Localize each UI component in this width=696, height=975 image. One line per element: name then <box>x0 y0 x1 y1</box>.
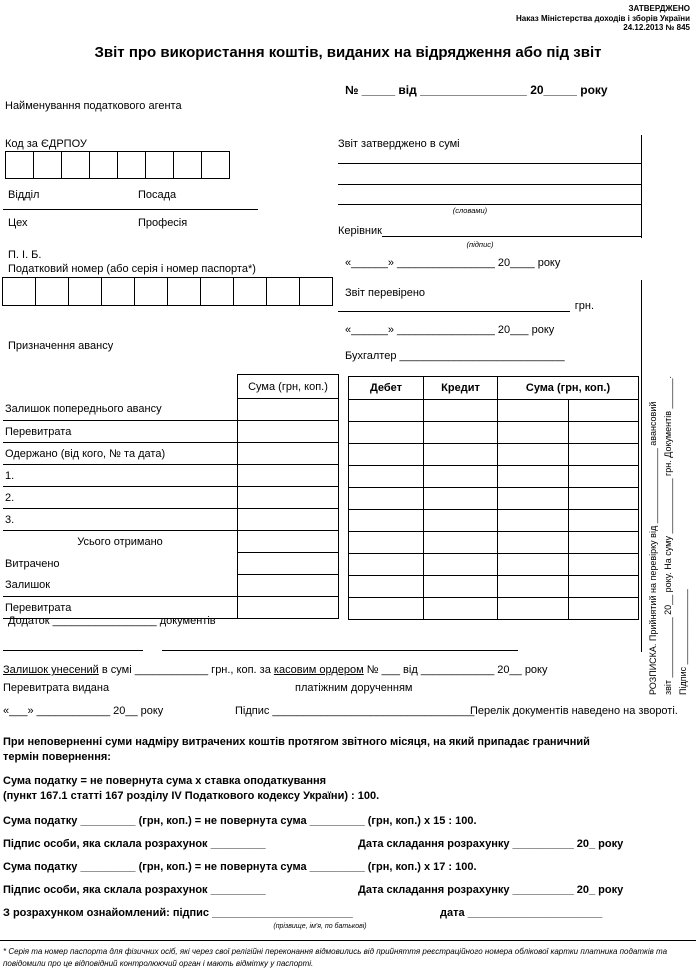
debet-header: Дебет <box>349 377 424 400</box>
return-date-line: «___» ____________ 20__ року <box>3 705 164 717</box>
kasovym-label: касовим ордером <box>273 664 364 676</box>
digit-box <box>89 151 118 179</box>
approval-line: ЗАТВЕРДЖЕНО <box>628 4 690 13</box>
table-row <box>349 466 639 488</box>
table-row <box>349 488 639 510</box>
digit-box <box>33 151 62 179</box>
sum-cell <box>238 465 339 487</box>
row-label: Усього отримано <box>77 535 163 548</box>
table-row <box>349 598 639 620</box>
page-title: Звіт про використання коштів, виданих на відрядження або під звіт <box>94 44 602 61</box>
sum-cell <box>238 421 339 443</box>
digit-box <box>68 277 102 306</box>
sum-cell <box>238 531 339 553</box>
table-row <box>349 444 639 466</box>
sum-cell <box>238 399 339 421</box>
ruled-line <box>0 940 696 941</box>
tax-number-label: Податковий номер (або серія і номер паспорта*) <box>8 263 256 275</box>
perevytrata-vydana-label: Перевитрата видана <box>3 682 110 694</box>
table-row <box>349 400 639 422</box>
tax-formula-line2: (пункт 167.1 статті 167 розділу IV Податкового кодексу України) : 100. <box>3 790 380 802</box>
edrpou-boxes <box>5 151 230 179</box>
sum-cell <box>238 443 339 465</box>
sum-cell <box>238 487 339 509</box>
hrn-label: грн. <box>574 300 594 312</box>
table-row <box>3 443 339 465</box>
digit-box <box>117 151 146 179</box>
slovamy-note: (словами) <box>452 206 488 215</box>
table-row <box>349 576 639 598</box>
table-row <box>3 399 339 421</box>
approval-line: Наказ Міністерства доходів і зборів України <box>515 13 690 23</box>
checked-sum-row <box>338 299 594 312</box>
pib-label: П. І. Б. <box>8 249 42 261</box>
table-row <box>3 553 339 575</box>
digit-box <box>233 277 267 306</box>
digit-box <box>167 277 201 306</box>
data-skladannya-line: Дата складання розрахунку __________ 20_ року <box>358 884 624 896</box>
ruled-line <box>338 184 641 185</box>
signature-line <box>382 224 641 237</box>
table-row <box>3 575 339 597</box>
row-label: Одержано (від кого, № та дата) <box>3 443 238 465</box>
pidpys-osoby-line: Підпис особи, яка склала розрахунок _________ <box>3 838 266 850</box>
doc-number-line: № _____ від ________________ 20_____ року <box>345 83 608 97</box>
zalyshok-mid1: в сумі ____________ грн., коп. за <box>98 664 274 676</box>
digit-box <box>101 277 135 306</box>
table-row <box>3 421 339 443</box>
perelik-note: Перелік документів наведено на звороті. <box>470 705 678 717</box>
digit-box <box>145 151 174 179</box>
tax-number-boxes <box>2 277 333 306</box>
table-row <box>349 510 639 532</box>
table-row <box>3 375 339 399</box>
return-pidpys-line: Підпис _________________________________ <box>235 705 475 717</box>
table-row <box>3 487 339 509</box>
kerivnyk-row <box>338 224 641 237</box>
row-label: 3. <box>3 509 238 531</box>
passport-footnote: * Серія та номер паспорта для фізичних осіб, які через свої релігійні переконання відмовились від прийняття реєстраційного номера облікової картки платника податків та повідомили про це відповідний контролюючий орган і мають відмітку у паспорті. <box>3 947 668 968</box>
sum-column-header: Сума (грн, коп.) <box>238 375 339 399</box>
tax-warning: При неповерненні суми надміру витрачених коштів протягом звітного місяця, на який припадає граничний термін повернення: <box>3 736 590 763</box>
table-row <box>349 422 639 444</box>
pidpys-note: (підпис) <box>466 240 494 249</box>
tax-sum17-line: Сума податку _________ (грн, коп.) = не повернута сума _________ (грн, коп.) х 17 : 100. <box>3 861 477 873</box>
kerivnyk-label: Керівник <box>338 225 382 237</box>
approval-stamp <box>516 4 690 33</box>
approved-date-line: «______» ________________ 20____ року <box>345 257 561 269</box>
ruled-line <box>338 204 641 205</box>
digit-box <box>299 277 333 306</box>
approval-line: 24.12.2013 № 845 <box>623 23 690 32</box>
row-label: 2. <box>3 487 238 509</box>
digit-box <box>200 277 234 306</box>
tseh-label: Цех <box>8 217 28 229</box>
table-row <box>3 531 339 553</box>
digit-box <box>2 277 36 306</box>
sum-cell <box>238 575 339 597</box>
tax-sum15-line: Сума податку _________ (грн, коп.) = не повернута сума _________ (грн, коп.) х 15 : 100. <box>3 815 477 827</box>
row-label: Перевитрата <box>3 597 238 619</box>
edrpou-label: Код за ЄДРПОУ <box>5 138 87 150</box>
table-row <box>349 554 639 576</box>
kredit-header: Кредит <box>424 377 498 400</box>
zalyshok-label: Залишок унесений <box>3 664 99 676</box>
avans-purpose-label: Призначення авансу <box>8 340 114 352</box>
data-skladannya-line: Дата складання розрахунку __________ 20_ року <box>358 838 624 850</box>
row-label: 1. <box>3 465 238 487</box>
approved-title: Звіт затверджено в сумі <box>338 138 460 150</box>
row-label: Залишок попереднього авансу <box>3 399 238 421</box>
row-label: Залишок <box>3 575 238 597</box>
rozpyska-line: звіт ____________ 20__ року. На суму ___________ грн. Документів ______. <box>663 375 673 695</box>
sum-cell <box>238 597 339 619</box>
ruled-line <box>641 280 642 652</box>
checked-title: Звіт перевірено <box>345 287 426 299</box>
sum-cell <box>238 553 339 575</box>
dodatok-line: Додаток _________________ документів <box>8 615 216 627</box>
digit-box <box>266 277 300 306</box>
zalyshok-mid2: № ___ від ____________ 20__ року <box>363 664 548 676</box>
pib-note: (прізвище, ім'я, по батькові) <box>273 923 367 930</box>
ruled-line <box>338 163 641 164</box>
digit-box <box>5 151 34 179</box>
row-label: Перевитрата <box>3 421 238 443</box>
row-label: Витрачено <box>5 557 60 570</box>
profesia-label: Професія <box>138 217 188 229</box>
rozpyska-block <box>646 265 692 695</box>
buhgalter-line: Бухгалтер ___________________________ <box>345 350 565 362</box>
ruled-line <box>641 135 642 238</box>
data-blank-line: дата ______________________ <box>440 907 603 919</box>
rozpyska-line: РОЗПИСКА. Прийнятий на перевірку від _______________ авансовий <box>648 401 658 695</box>
zalyshok-row <box>3 664 548 676</box>
tax-formula-line1: Сума податку = не повернута сума х ставка оподаткування <box>3 775 327 787</box>
viddil-label: Відділ <box>8 189 40 201</box>
agent-name-label: Найменування податкового агента <box>5 100 182 112</box>
checked-date-line: «______» ________________ 20___ року <box>345 324 555 336</box>
signature-line <box>338 299 570 312</box>
table-row <box>3 465 339 487</box>
sum-cell <box>238 509 339 531</box>
ruled-line <box>3 209 258 210</box>
debit-credit-table <box>348 376 639 620</box>
ruled-line <box>162 650 518 651</box>
digit-box <box>173 151 202 179</box>
table-row <box>349 532 639 554</box>
avans-table <box>3 374 339 619</box>
ruled-line <box>3 650 143 651</box>
digit-box <box>201 151 230 179</box>
pidpys-osoby-line: Підпис особи, яка склала розрахунок _________ <box>3 884 266 896</box>
platizhnym-label: платіжним дорученням <box>295 682 413 694</box>
table-row <box>349 377 639 400</box>
digit-box <box>134 277 168 306</box>
digit-box <box>35 277 69 306</box>
posada-label: Посада <box>138 189 177 201</box>
digit-box <box>61 151 90 179</box>
suma-header: Сума (грн, коп.) <box>498 377 639 400</box>
oznayomlenyi-line: З розрахунком ознайомлений: підпис _______________________ <box>3 907 353 919</box>
rozpyska-line: Підпис _______________ <box>678 589 688 695</box>
table-row <box>3 509 339 531</box>
